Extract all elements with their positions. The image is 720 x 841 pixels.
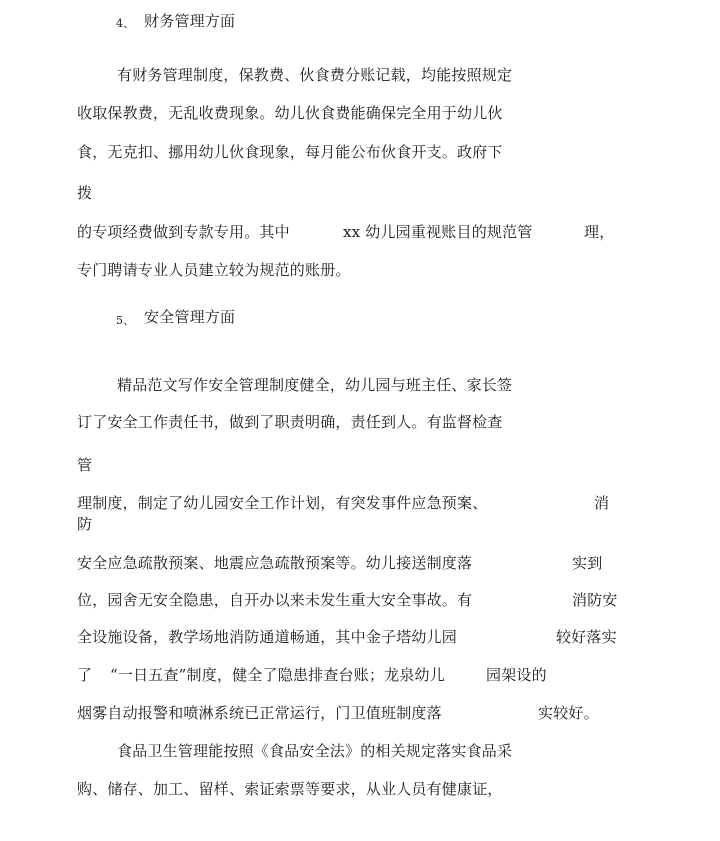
s5-line-7b: 消防安 — [572, 591, 618, 609]
section-4-title: 财务管理方面 — [144, 12, 236, 30]
s5-line-7a: 位，园舍无安全隐患，自开办以来未发生重大安全事故。有 — [77, 591, 473, 609]
s5-p2-line-2: 购、储存、加工、留样、索证索票等要求，从业人员有健康证， — [77, 780, 503, 798]
s5-line-4b: 消 — [594, 494, 610, 512]
s5-line-8a: 全设施设备，教学场地消防通道畅通，其中金子塔幼儿园 — [77, 628, 458, 646]
s5-line-1: 精品范文写作安全管理制度健全，幼儿园与班主任、家长签 — [117, 376, 513, 394]
s4-line-1: 有财务管理制度，保教费、伙食费分账记载，均能按照规定 — [117, 66, 513, 84]
s4-line-4: 拨 — [77, 184, 93, 202]
s4-line-3: 食，无克扣、挪用幼儿伙食现象，每月能公布伙食开支。政府下 — [77, 143, 503, 161]
s5-line-2: 订了安全工作责任书，做到了职责明确，责任到人。有监督检查 — [77, 413, 503, 431]
s4-line-5a: 的专项经费做到专款专用。其中 — [77, 223, 290, 241]
s5-line-8b: 较好落实 — [556, 628, 617, 646]
s4-line-2: 收取保教费，无乱收费现象。幼儿伙食费能确保完全用于幼儿伙 — [77, 104, 503, 122]
section-5-number: 5、 — [116, 314, 135, 327]
s4-line-6: 专门聘请专业人员建立较为规范的账册。 — [77, 261, 351, 279]
s5-line-9b: “一日五查”制度，健全了隐患排查台账；龙泉幼儿 — [110, 666, 445, 684]
s5-line-6b: 实到 — [572, 554, 603, 572]
s5-line-4a: 理制度，制定了幼儿园安全工作计划，有突发事件应急预案、 — [77, 494, 488, 512]
s4-line-5c: 理， — [584, 223, 615, 241]
s5-line-9a: 了 — [77, 666, 93, 684]
section-5-title: 安全管理方面 — [144, 308, 236, 326]
s5-line-5: 防 — [77, 515, 93, 533]
s4-line-5b: xx 幼儿园重视账目的规范管 — [343, 223, 533, 241]
s5-line-3: 管 — [77, 456, 93, 474]
section-4-number: 4、 — [116, 17, 135, 30]
s5-p2-line-1: 食品卫生管理能按照《食品安全法》的相关规定落实食品采 — [117, 742, 513, 760]
s5-line-10b: 实较好。 — [538, 704, 599, 722]
s5-line-6a: 安全应急疏散预案、地震应急疏散预案等。幼儿接送制度落 — [77, 554, 473, 572]
s5-line-10a: 烟雾自动报警和喷淋系统已正常运行，门卫值班制度落 — [77, 704, 442, 722]
s5-line-9c: 园架设的 — [486, 666, 547, 684]
